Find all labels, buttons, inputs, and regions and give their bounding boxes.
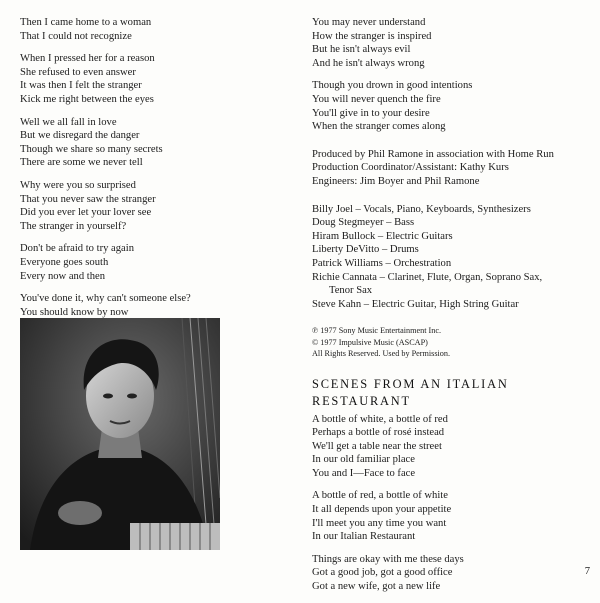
lyric-line: How the stranger is inspired <box>312 30 432 42</box>
lyric-stanza <box>20 242 280 283</box>
production-credits <box>312 148 582 189</box>
lyric-line: That you never saw the stranger <box>20 193 156 205</box>
lyric-line: Though you drown in good intentions <box>312 80 473 92</box>
song-title-line: RESTAURANT <box>312 393 411 408</box>
lyric-line: Though we share so many secrets <box>20 143 163 155</box>
credit-line: Steve Kahn – Electric Guitar, High String Guitar <box>312 298 519 310</box>
lyric-line: Why were you so surprised <box>20 179 136 191</box>
lyric-line: The stranger in yourself? <box>20 220 127 232</box>
lyric-line: That I could not recognize <box>20 30 132 42</box>
lyric-line: Well we all fall in love <box>20 116 117 128</box>
credit-line: Billy Joel – Vocals, Piano, Keyboards, Synthesizers <box>312 203 531 215</box>
lyric-line: When I pressed her for a reason <box>20 53 155 65</box>
lyric-line: Kick me right between the eyes <box>20 93 154 105</box>
lyric-stanza <box>20 179 280 233</box>
lyric-line: A bottle of red, a bottle of white <box>312 490 448 502</box>
credit-line: Hiram Bullock – Electric Guitars <box>312 230 453 242</box>
lyric-stanza <box>20 52 280 106</box>
credit-line: Richie Cannata – Clarinet, Flute, Organ, Soprano Sax, <box>312 271 543 283</box>
lyric-line: In our old familiar place <box>312 454 415 466</box>
song-title-line: SCENES FROM AN ITALIAN <box>312 376 509 391</box>
credit-line: Liberty DeVitto – Drums <box>312 244 419 256</box>
lyric-line: And he isn't always wrong <box>312 57 425 69</box>
copyright-line: ℗ 1977 Sony Music Entertainment Inc. <box>312 326 442 336</box>
lyric-line: Perhaps a bottle of rosé instead <box>312 427 445 439</box>
lyric-line: But we disregard the danger <box>20 130 140 142</box>
copyright-line: All Rights Reserved. Used by Permission. <box>312 349 451 359</box>
lyric-line: Things are okay with me these days <box>312 553 464 565</box>
lyric-line: You should know by now <box>20 306 129 318</box>
lyric-line: Then I came home to a woman <box>20 17 152 28</box>
lyric-stanza <box>312 489 582 543</box>
credit-line: Doug Stegmeyer – Bass <box>312 217 415 229</box>
lyric-line: It all depends upon your appetite <box>312 504 452 516</box>
page-number: 7 <box>584 566 590 577</box>
musician-credits <box>312 203 582 312</box>
copyright-notice <box>312 325 582 359</box>
lyric-line: When the stranger comes along <box>312 121 446 133</box>
lyric-line: You may never understand <box>312 17 426 28</box>
copyright-line: © 1977 Impulsive Music (ASCAP) <box>312 337 428 347</box>
lyric-stanza <box>312 16 582 70</box>
lyric-line: You will never quench the fire <box>312 93 441 105</box>
song-title <box>312 376 582 410</box>
lyric-stanza <box>312 79 582 133</box>
credit-line: Produced by Phil Ramone in association with Home Run <box>312 148 554 160</box>
lyrics-left-column <box>20 16 280 342</box>
lyric-line: Everyone goes south <box>20 256 109 268</box>
lyric-line: There are some we never tell <box>20 157 143 169</box>
lyric-line: Did you ever let your lover see <box>20 207 152 219</box>
artist-photo <box>20 318 220 550</box>
lyric-line: You and I—Face to face <box>312 467 416 479</box>
lyric-line: Got a new wife, got a new life <box>312 581 441 593</box>
lyric-line: In our Italian Restaurant <box>312 531 416 543</box>
lyric-stanza <box>312 413 582 481</box>
lyric-stanza <box>20 16 280 43</box>
lyric-line: We'll get a table near the street <box>312 440 442 452</box>
lyric-line: You'll give in to your desire <box>312 107 430 119</box>
credit-line: Tenor Sax <box>329 285 373 297</box>
lyric-line: You've done it, why can't someone else? <box>20 293 191 305</box>
artist-photo-illustration <box>20 318 220 550</box>
credit-line: Production Coordinator/Assistant: Kathy Kurs <box>312 162 509 174</box>
lyric-line: It was then I felt the stranger <box>20 80 142 92</box>
lyric-line: I'll meet you any time you want <box>312 517 447 529</box>
lyric-line: Got a good job, got a good office <box>312 567 453 579</box>
lyric-stanza <box>20 116 280 170</box>
credit-line: Patrick Williams – Orchestration <box>312 257 452 269</box>
lyric-line: But he isn't always evil <box>312 44 411 56</box>
lyric-line: Every now and then <box>20 270 106 282</box>
lyrics-right-column <box>312 16 582 603</box>
lyric-line: Don't be afraid to try again <box>20 243 134 255</box>
lyric-line: She refused to even answer <box>20 66 136 78</box>
lyric-line: A bottle of white, a bottle of red <box>312 413 448 425</box>
credit-line: Engineers: Jim Boyer and Phil Ramone <box>312 175 480 187</box>
